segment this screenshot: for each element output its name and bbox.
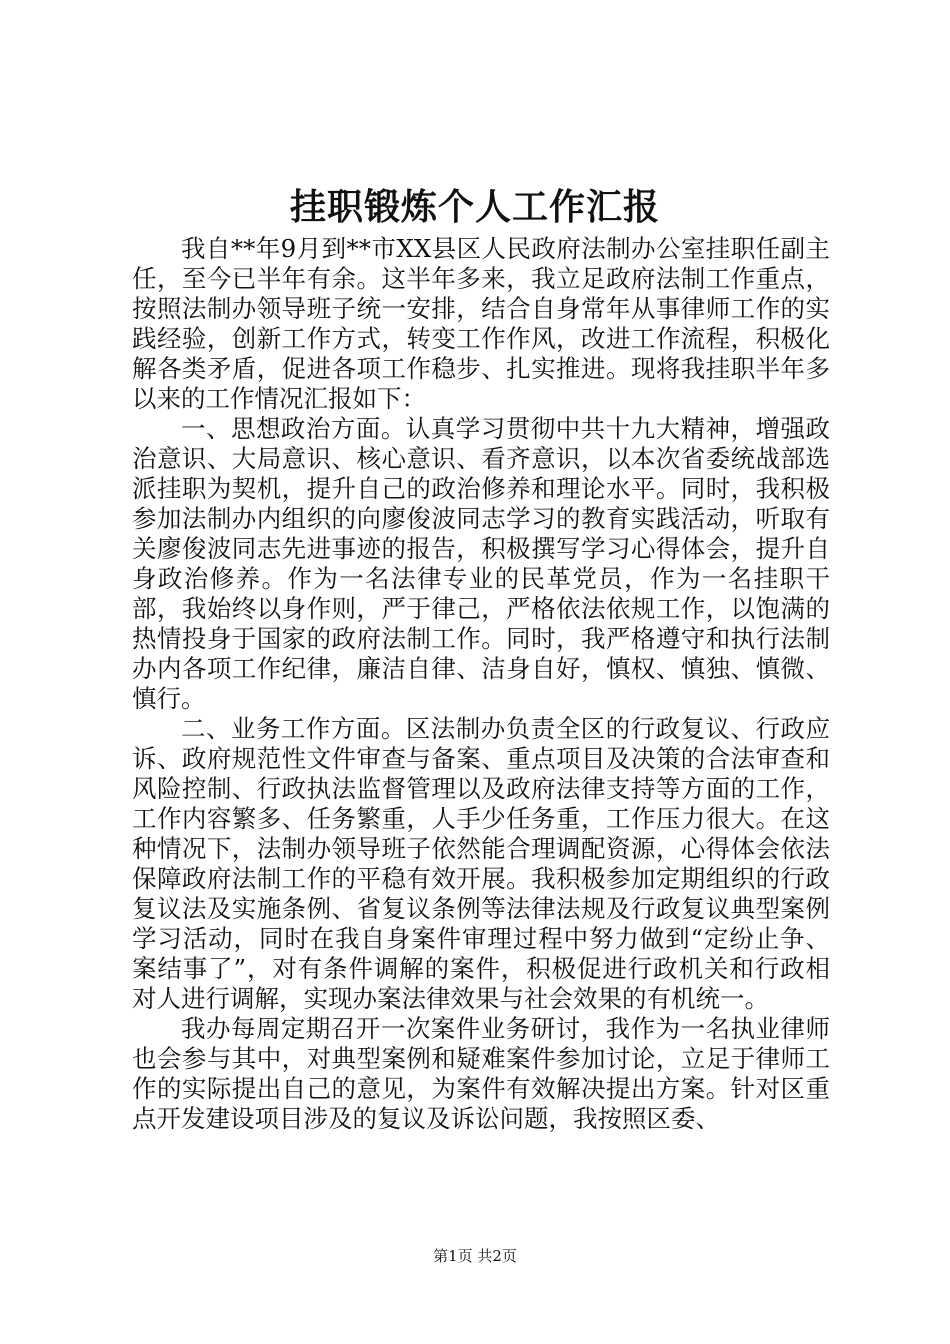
paragraph-political: 一、思想政治方面。认真学习贯彻中共十九大精神，增强政治意识、大局意识、核心意识、看齐意识，以本次省委统战部选派挂职为契机，提升自己的政治修养和理论水平。同时，我积极参加法制办内组织的向廖俊波同志学习的教育实践活动，听取有关廖俊波同志先进事迹的报告，积极撰写学习心得体会，提升自身政治修养。作为一名法律专业的民革党员，作为一名挂职干部，我始终以身作则，严于律己，严格依法依规工作，以饱满的热情投身于国家的政府法制工作。同时，我严格遵守和执行法制办内各项工作纪律，廉洁自律、洁身自好，慎权、慎独、慎微、慎行。 — [132, 414, 830, 713]
paragraph-intro: 我自**年9月到**市XX县区人民政府法制办公室挂职任副主任，至今已半年有余。这半年多来，我立足政府法制工作重点，按照法制办领导班子统一安排，结合自身常年从事律师工作的实践经验，创新工作方式，转变工作作风，改进工作流程，积极化解各类矛盾，促进各项工作稳步、扎实推进。现将我挂职半年多以来的工作情况汇报如下： — [132, 234, 830, 413]
page-number-footer: 第1页 共2页 — [433, 1247, 517, 1265]
paragraph-business: 二、业务工作方面。区法制办负责全区的行政复议、行政应诉、政府规范性文件审查与备案、重点项目及决策的合法审查和风险控制、行政执法监督管理以及政府法律支持等方面的工作，工作内容繁多、任务繁重，人手少任务重，工作压力很大。在这种情况下，法制办领导班子依然能合理调配资源，心得体会依法保障政府法制工作的平稳有效开展。我积极参加定期组织的行政复议法及实施条例、省复议条例等法律法规及行政复议典型案例学习活动，同时在我自身案件审理过程中努力做到“定纷止争、案结事了”，对有条件调解的案件，积极促进行政机关和行政相对人进行调解，实现办案法律效果与社会效果的有机统一。 — [132, 714, 830, 1013]
paragraph-case-study: 我办每周定期召开一次案件业务研讨，我作为一名执业律师也会参与其中，对典型案例和疑难案件参加讨论，立足于律师工作的实际提出自己的意见，为案件有效解决提出方案。针对区重点开发建设项目涉及的复议及诉讼问题，我按照区委、 — [132, 1014, 830, 1133]
document-body — [132, 234, 830, 1134]
document-title: 挂职锻炼个人工作汇报 — [289, 186, 660, 228]
